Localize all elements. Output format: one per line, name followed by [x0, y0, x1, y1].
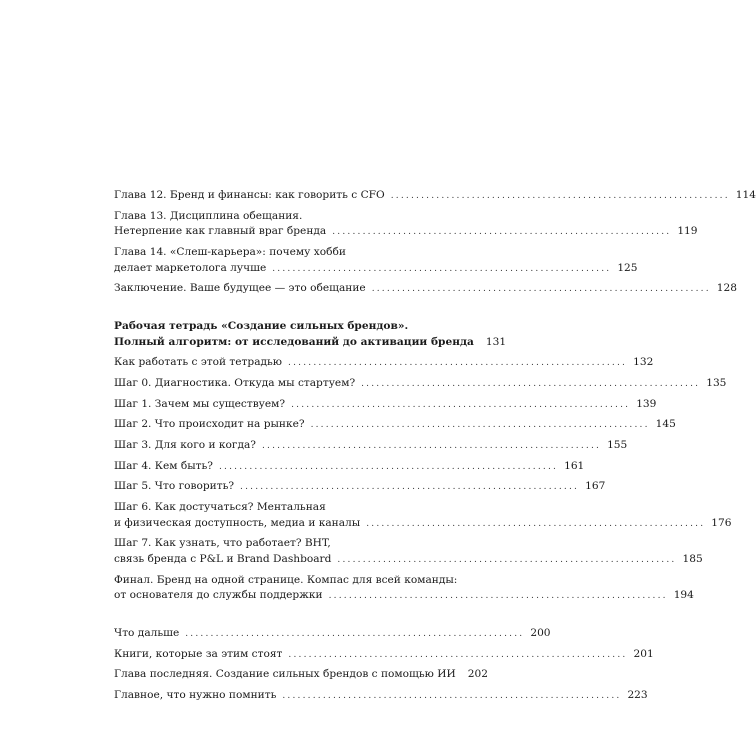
toc-entry[interactable] — [114, 397, 657, 414]
page-number: 161 — [564, 459, 585, 472]
page-number: 135 — [706, 376, 727, 389]
toc-entry[interactable] — [114, 188, 756, 205]
toc-entry-title-line: Глава 13. Дисциплина обещания. — [114, 209, 303, 222]
toc-entry-row — [114, 626, 551, 643]
toc-section — [114, 626, 654, 705]
toc-entry-title-line: делает маркетолога лучше — [114, 261, 267, 274]
dot-leader: ................................................................... — [337, 554, 677, 565]
toc-entry-row — [114, 479, 606, 496]
dot-leader: ................................................................... — [288, 649, 628, 660]
toc-entry[interactable] — [114, 667, 488, 684]
page-number: 176 — [711, 516, 732, 529]
toc-section — [114, 319, 732, 605]
toc-entry-title-line: Полный алгоритм: от исследований до активации бренда — [114, 335, 474, 348]
toc-section — [114, 188, 756, 298]
toc-entry-row — [114, 224, 698, 241]
toc-entry-row — [114, 417, 676, 434]
toc-entry-title-line: Шаг 0. Диагностика. Откуда мы стартуем? — [114, 376, 356, 389]
toc-entry-title-line: Шаг 2. Что происходит на рынке? — [114, 418, 305, 431]
toc-entry-title-line: Шаг 5. Что говорить? — [114, 480, 235, 493]
toc-entry-row — [114, 188, 756, 205]
toc-entry-title-line: Финал. Бренд на одной странице. Компас для всей команды: — [114, 573, 458, 586]
dot-leader: ................................................................... — [310, 420, 650, 431]
dot-leader: ................................................................... — [366, 518, 706, 529]
table-of-contents — [114, 188, 756, 709]
toc-entry[interactable] — [114, 573, 694, 605]
toc-entry-title-line: Что дальше — [114, 626, 180, 639]
toc-entry[interactable] — [114, 438, 628, 455]
toc-entry-title-line: Шаг 7. Как узнать, что работает? BHT, — [114, 537, 331, 550]
dot-leader: ................................................................... — [328, 591, 668, 602]
dot-leader: ................................................................... — [219, 461, 559, 472]
page-number: 114 — [735, 189, 756, 201]
toc-entry[interactable] — [114, 245, 638, 277]
page-number: 155 — [607, 438, 628, 451]
toc-entry-title-line: от основателя до службы поддержки — [114, 589, 323, 602]
section-gap — [114, 609, 470, 626]
toc-entry-row — [114, 667, 488, 684]
dot-leader: ................................................................... — [185, 628, 525, 639]
dot-leader: ................................................................... — [272, 263, 612, 274]
toc-entry-row — [114, 552, 703, 569]
toc-entry[interactable] — [114, 319, 507, 351]
toc-entry[interactable] — [114, 209, 698, 241]
page-number: 139 — [636, 397, 657, 410]
page-number: 132 — [633, 356, 654, 369]
toc-entry-row — [114, 516, 732, 533]
page-number: 185 — [682, 552, 703, 565]
toc-entry-title-line: Глава 14. «Слеш-карьера»: почему хобби — [114, 245, 346, 258]
page-number: 145 — [655, 418, 676, 431]
toc-entry-row — [114, 459, 585, 476]
toc-entry-title-line: Главное, что нужно помнить — [114, 688, 277, 701]
section-gap — [114, 302, 470, 319]
toc-entry-title-line: Шаг 4. Кем быть? — [114, 459, 213, 472]
page-number: 201 — [633, 647, 654, 660]
toc-entry-row — [114, 397, 657, 414]
page-number: 223 — [627, 688, 648, 701]
toc-entry[interactable] — [114, 536, 703, 568]
toc-entry-title-line: Глава последняя. Создание сильных брендов с помощью ИИ — [114, 668, 456, 681]
dot-leader: ................................................................... — [390, 191, 730, 201]
toc-entry-title-line: Рабочая тетрадь «Создание сильных брендов». — [114, 319, 409, 332]
toc-entry-title-line: и физическая доступность, медиа и каналы — [114, 516, 361, 529]
toc-entry-title-line: Как работать с этой тетрадью — [114, 356, 283, 369]
toc-entry-title-line: Шаг 6. Как достучаться? Ментальная — [114, 501, 326, 514]
page-number: 131 — [485, 335, 507, 348]
toc-entry[interactable] — [114, 376, 727, 393]
toc-entry-title-line: Книги, которые за этим стоят — [114, 647, 283, 660]
dot-leader: ................................................................... — [282, 690, 622, 701]
dot-leader: ................................................................... — [261, 440, 602, 451]
toc-entry[interactable] — [114, 647, 654, 664]
page-number: 119 — [677, 225, 698, 238]
toc-entry-row — [114, 335, 507, 352]
toc-entry-row — [114, 438, 628, 455]
toc-entry[interactable] — [114, 459, 585, 476]
toc-entry-row — [114, 281, 737, 298]
toc-entry[interactable] — [114, 417, 676, 434]
page-number: 125 — [617, 261, 638, 274]
page-number: 128 — [716, 282, 737, 295]
toc-entry-row — [114, 647, 654, 664]
toc-entry-title-line: Шаг 3. Для кого и когда? — [114, 438, 256, 451]
dot-leader: ................................................................... — [332, 227, 672, 238]
toc-entry-row — [114, 376, 727, 393]
toc-entry-title-line: Глава 12. Бренд и финансы: как говорить с CFO — [114, 189, 385, 201]
toc-entry-row — [114, 588, 694, 605]
toc-entry-row — [114, 688, 648, 705]
dot-leader: ................................................................... — [361, 378, 701, 389]
page-number: 200 — [530, 626, 551, 639]
toc-entry-title-line: связь бренда с P&L и Brand Dashboard — [114, 552, 332, 565]
toc-entry[interactable] — [114, 500, 732, 532]
page-number: 194 — [673, 589, 694, 602]
dot-leader: ................................................................... — [291, 399, 631, 410]
dot-leader: ................................................................... — [288, 358, 628, 369]
toc-entry-title-line: Нетерпение как главный враг бренда — [114, 225, 327, 238]
dot-leader: ................................................................... — [240, 482, 580, 493]
toc-entry[interactable] — [114, 479, 606, 496]
toc-entry-row — [114, 355, 654, 372]
toc-entry-title-line: Шаг 1. Зачем мы существуем? — [114, 397, 286, 410]
page-number: 167 — [585, 480, 606, 493]
toc-entry[interactable] — [114, 355, 654, 372]
toc-entry-row — [114, 261, 638, 278]
toc-entry[interactable] — [114, 626, 551, 643]
toc-entry-title-line: Заключение. Ваше будущее — это обещание — [114, 282, 366, 295]
toc-entry[interactable] — [114, 281, 737, 298]
toc-entry[interactable] — [114, 688, 648, 705]
dot-leader: ................................................................... — [371, 284, 711, 295]
page-number: 202 — [467, 668, 488, 681]
